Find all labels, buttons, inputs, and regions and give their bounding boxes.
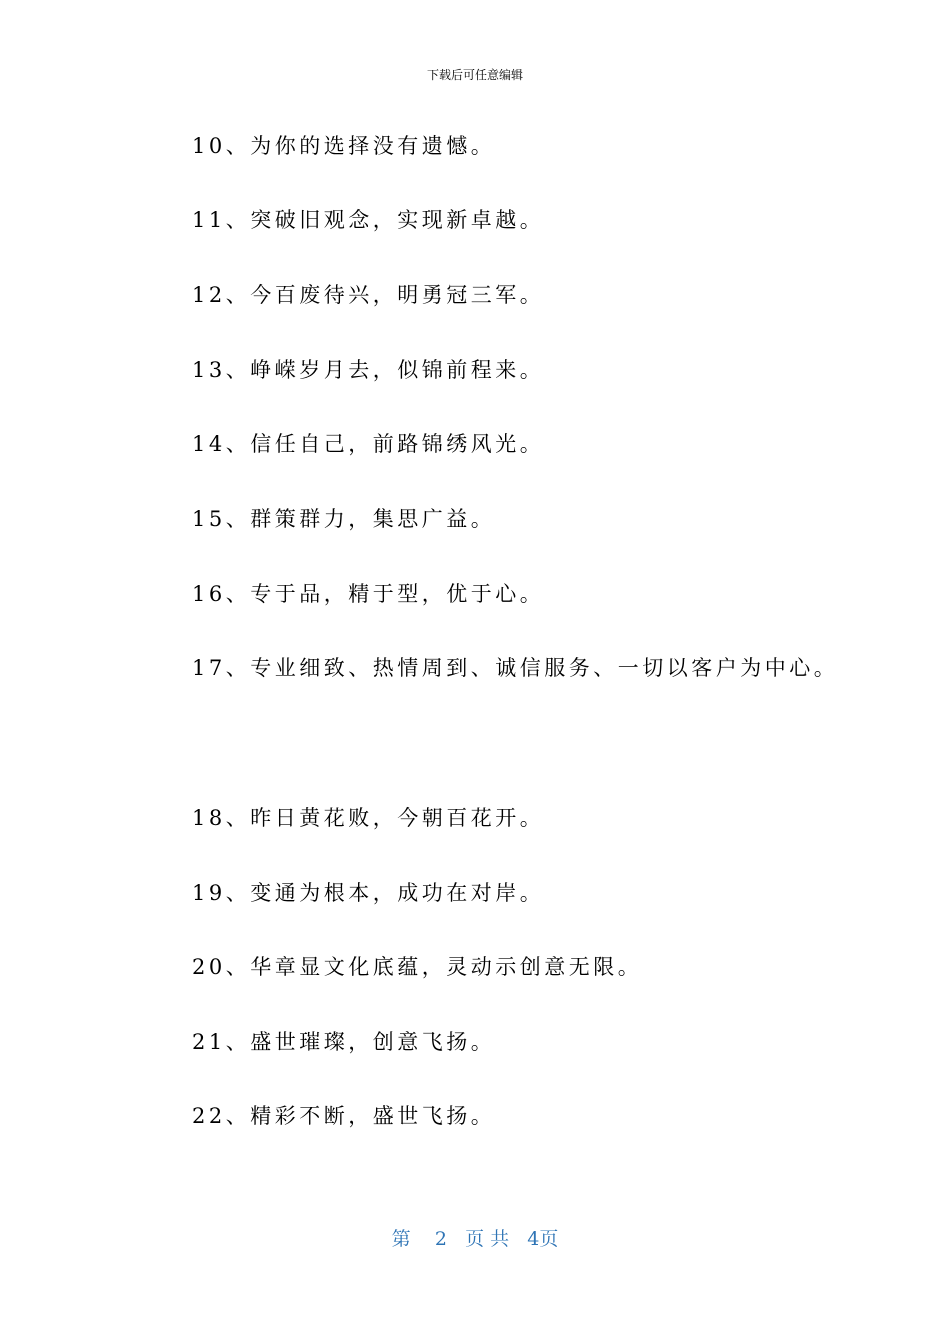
footer-suffix: 页: [539, 1228, 559, 1250]
slogan-item-11: 11、突破旧观念，实现新卓越。: [192, 208, 545, 232]
slogan-item-17: 17、专业细致、热情周到、诚信服务、一切以客户为中心。: [192, 656, 839, 680]
header-note: 下载后可任意编辑: [426, 68, 523, 82]
slogan-item-19: 19、变通为根本，成功在对岸。: [192, 881, 545, 905]
footer-current-page: 2: [434, 1228, 447, 1250]
slogan-item-22: 22、精彩不断，盛世飞扬。: [192, 1104, 496, 1128]
slogan-item-14: 14、信任自己，前路锦绣风光。: [192, 432, 545, 456]
footer-middle: 页 共: [465, 1228, 510, 1250]
page-footer: [0, 1226, 950, 1252]
slogan-item-20: 20、华章显文化底蕴，灵动示创意无限。: [192, 955, 643, 979]
slogan-item-10: 10、为你的选择没有遗憾。: [192, 134, 496, 158]
slogan-item-15: 15、群策群力，集思广益。: [192, 507, 496, 531]
slogan-item-16: 16、专于品，精于型，优于心。: [192, 582, 545, 606]
slogan-item-21: 21、盛世璀璨，创意飞扬。: [192, 1030, 496, 1054]
footer-prefix: 第: [391, 1228, 411, 1250]
footer-total-pages: 4: [527, 1228, 540, 1250]
slogan-item-13: 13、峥嵘岁月去，似锦前程来。: [192, 358, 545, 382]
slogan-item-12: 12、今百废待兴，明勇冠三军。: [192, 283, 545, 307]
slogan-item-18: 18、昨日黄花败，今朝百花开。: [192, 806, 545, 830]
